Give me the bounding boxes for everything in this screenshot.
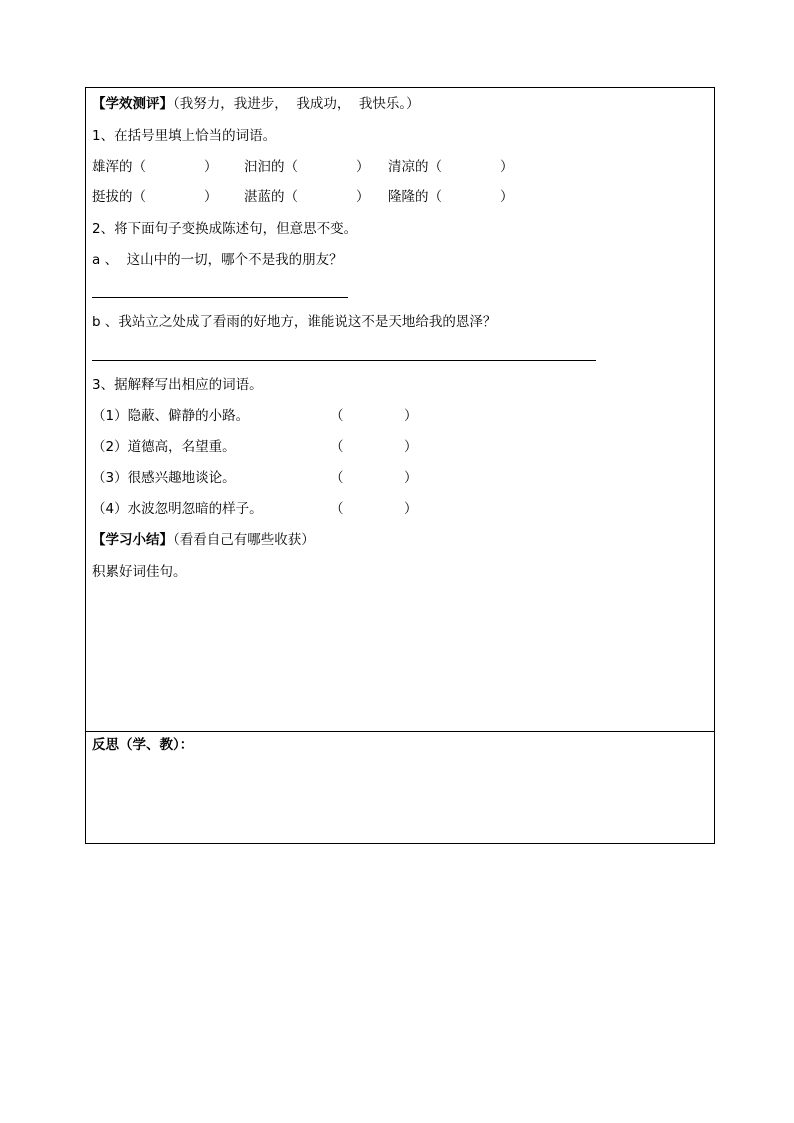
answer-paren-close: ） — [404, 408, 418, 424]
definition-text: （2）道德高，名望重。 — [92, 439, 236, 455]
question-2b: b 、我站立之处成了看雨的好地方，谁能说这不是天地给我的恩泽？ — [92, 314, 497, 330]
word-blank-close: ） — [356, 189, 370, 205]
word-blank-close: ） — [356, 159, 370, 175]
word-blank-label: 雄浑的（ — [92, 159, 146, 175]
section-divider — [86, 731, 714, 732]
word-blank-close: ） — [500, 189, 514, 205]
answer-paren-close: ） — [404, 470, 418, 486]
word-blank-close: ） — [500, 159, 514, 175]
question-2-prompt: 2、将下面句子变换成陈述句，但意思不变。 — [92, 221, 358, 237]
answer-paren-open: （ — [330, 408, 344, 424]
word-blank-label: 汩汩的（ — [244, 159, 298, 175]
word-blank-label: 清凉的（ — [388, 159, 442, 175]
assessment-title: 【学效测评】 — [92, 96, 173, 112]
reflection-title: 反思（学、教）： — [92, 737, 194, 753]
summary-title: 【学习小结】 — [92, 532, 173, 548]
answer-line-b — [92, 360, 596, 361]
answer-paren-close: ） — [404, 439, 418, 455]
question-2a: a 、 这山中的一切，哪个不是我的朋友？ — [92, 252, 343, 268]
definition-text: （3）很感兴趣地谈论。 — [92, 470, 236, 486]
summary-header — [92, 531, 315, 549]
answer-paren-open: （ — [330, 470, 344, 486]
answer-paren-open: （ — [330, 501, 344, 517]
summary-subtitle: （看看自己有哪些收获） — [173, 532, 315, 548]
worksheet-table — [85, 87, 715, 844]
answer-paren-open: （ — [330, 439, 344, 455]
word-blank-close: ） — [204, 189, 218, 205]
answer-line-a — [92, 297, 348, 298]
definition-text: （1）隐蔽、僻静的小路。 — [92, 408, 250, 424]
assessment-header — [92, 95, 420, 113]
answer-paren-close: ） — [404, 501, 418, 517]
question-1-prompt: 1、在括号里填上恰当的词语。 — [92, 128, 277, 144]
word-blank-label: 隆隆的（ — [388, 189, 442, 205]
summary-content: 积累好词佳句。 — [92, 564, 187, 580]
word-blank-label: 湛蓝的（ — [244, 189, 298, 205]
definition-text: （4）水波忽明忽暗的样子。 — [92, 501, 263, 517]
word-blank-close: ） — [204, 159, 218, 175]
word-blank-label: 挺拔的（ — [92, 189, 146, 205]
question-3-prompt: 3、据解释写出相应的词语。 — [92, 377, 263, 393]
assessment-subtitle: （我努力，我进步， 我成功， 我快乐。） — [173, 96, 420, 112]
